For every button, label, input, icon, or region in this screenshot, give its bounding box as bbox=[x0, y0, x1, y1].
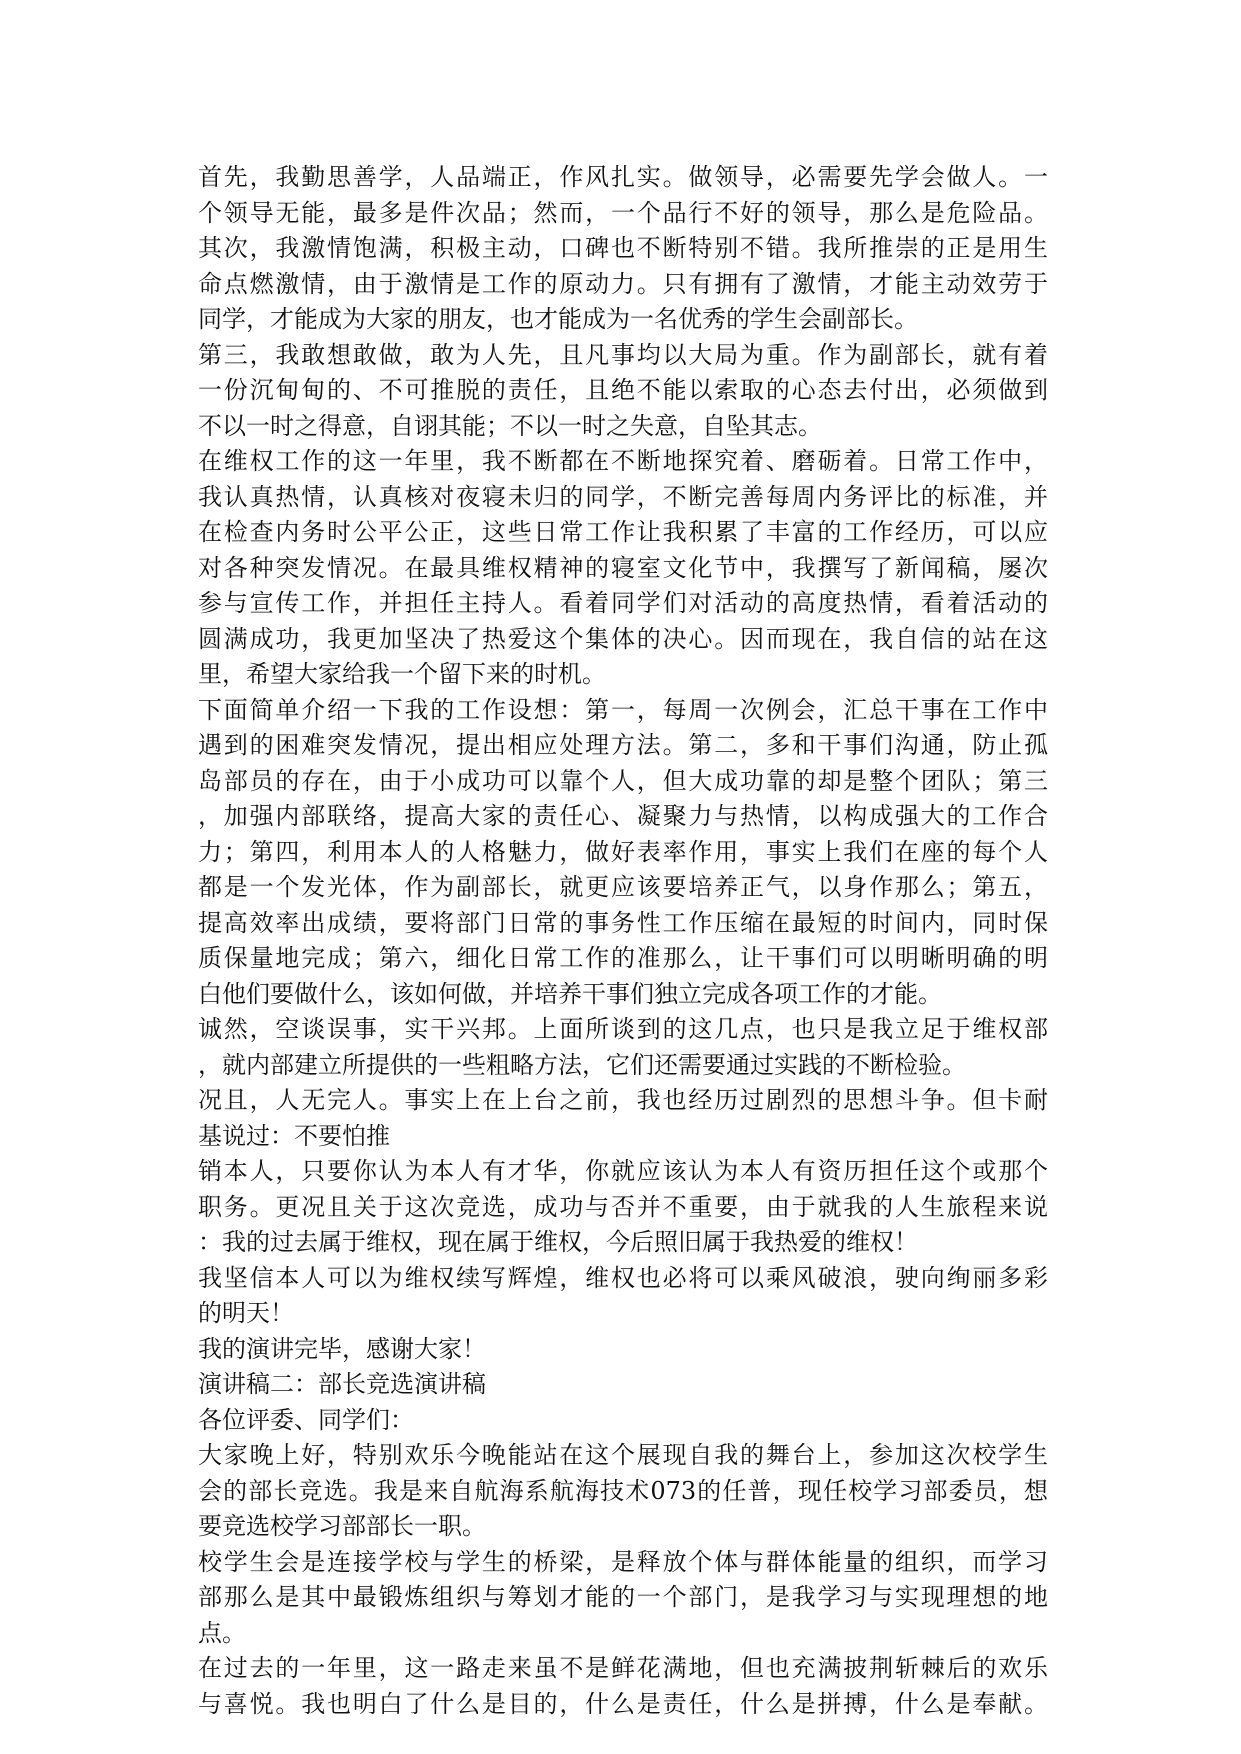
text-line: 校学生会是连接学校与学生的桥梁，是释放个体与群体能量的组织，而学习 bbox=[198, 1547, 1048, 1576]
text-line: 白他们要做什么，该如何做，并培养干事们独立完成各项工作的才能。 bbox=[198, 979, 942, 1008]
text-line: 首先，我勤思善学，人品端正，作风扎实。做领导，必需要先学会做人。一 bbox=[198, 163, 1048, 191]
text-line: 不以一时之得意，自诩其能；不以一时之失意，自坠其志。 bbox=[198, 411, 822, 440]
text-line: 要竞选校学习部部长一职。 bbox=[198, 1512, 486, 1540]
text-line: ，就内部建立所提供的一些粗略方法，它们还需要通过实践的不断检验。 bbox=[198, 1050, 966, 1079]
text-line: 里，希望大家给我一个留下来的时机。 bbox=[198, 660, 606, 688]
text-line: ，加强内部联络，提高大家的责任心、凝聚力与热情，以构成强大的工作合 bbox=[198, 802, 1048, 830]
text-line: 一份沉甸甸的、不可推脱的责任，且绝不能以索取的心态去付出，必须做到 bbox=[198, 376, 1048, 404]
text-line: 下面简单介绍一下我的工作设想：第一，每周一次例会，汇总干事在工作中 bbox=[198, 695, 1048, 724]
text-line: ：我的过去属于维权，现在属于维权，今后照旧属于我热爱的维权！ bbox=[198, 1228, 918, 1256]
text-line: 圆满成功，我更加坚决了热爱这个集体的决心。因而现在，我自信的站在这 bbox=[198, 624, 1048, 653]
text-line: 各位评委、同学们： bbox=[198, 1405, 414, 1434]
text-line: 提高效率出成绩，要将部门日常的事务性工作压缩在最短的时间内，同时保 bbox=[198, 908, 1048, 937]
text-line: 点。 bbox=[198, 1618, 246, 1647]
text-line: 在维权工作的这一年里，我不断都在不断地探究着、磨砺着。日常工作中， bbox=[198, 447, 1048, 475]
text-line: 大家晚上好，特别欢乐今晚能站在这个展现自我的舞台上，参加这次校学生 bbox=[198, 1441, 1048, 1469]
text-line: 基说过：不要怕推 bbox=[198, 1121, 390, 1150]
text-line: 质保量地完成；第六，细化日常工作的准那么，让干事们可以明晰明确的明 bbox=[198, 944, 1048, 972]
text-line: 的明天！ bbox=[198, 1299, 294, 1327]
text-line: 我坚信本人可以为维权续写辉煌，维权也必将可以乘风破浪，驶向绚丽多彩 bbox=[198, 1263, 1048, 1292]
text-line: 第三，我敢想敢做，敢为人先，且凡事均以大局为重。作为副部长，就有着 bbox=[198, 340, 1048, 369]
text-line: 演讲稿二：部长竞选演讲稿 bbox=[198, 1370, 486, 1398]
text-line: 销本人，只要你认为本人有才华，你就应该认为本人有资历担任这个或那个 bbox=[198, 1157, 1048, 1185]
text-line: 遇到的困难突发情况，提出相应处理方法。第二，多和干事们沟通，防止孤 bbox=[198, 731, 1048, 759]
text-line: 其次，我激情饱满，积极主动，口碑也不断特别不错。我所推崇的正是用生 bbox=[198, 234, 1048, 262]
text-line: 与喜悦。我也明白了什么是目的，什么是责任，什么是拼搏，什么是奉献。 bbox=[198, 1689, 1048, 1718]
text-line: 对各种突发情况。在最具维权精神的寝室文化节中，我撰写了新闻稿，屡次 bbox=[198, 553, 1048, 582]
text-line: 部那么是其中最锻炼组织与筹划才能的一个部门，是我学习与实现理想的地 bbox=[198, 1583, 1048, 1611]
text-line: 况且，人无完人。事实上在上台之前，我也经历过剧烈的思想斗争。但卡耐 bbox=[198, 1086, 1048, 1114]
text-line: 我的演讲完毕，感谢大家！ bbox=[198, 1334, 486, 1363]
text-line: 都是一个发光体，作为副部长，就更应该要培养正气，以身作那么；第五， bbox=[198, 873, 1048, 901]
text-line: 命点燃激情，由于激情是工作的原动力。只有拥有了激情，才能主动效劳于 bbox=[198, 269, 1048, 298]
text-line: 职务。更况且关于这次竞选，成功与否并不重要，由于就我的人生旅程来说 bbox=[198, 1192, 1048, 1221]
document-body bbox=[198, 160, 1048, 1722]
text-line: 在检查内务时公平公正，这些日常工作让我积累了丰富的工作经历，可以应 bbox=[198, 518, 1048, 546]
text-line: 在过去的一年里，这一路走来虽不是鲜花满地，但也充满披荆斩棘后的欢乐 bbox=[198, 1654, 1048, 1682]
text-line: 岛部员的存在，由于小成功可以靠个人，但大成功靠的却是整个团队；第三 bbox=[198, 766, 1048, 795]
text-line: 个领导无能，最多是件次品；然而，一个品行不好的领导，那么是危险品。 bbox=[198, 198, 1048, 227]
text-line: 诚然，空谈误事，实干兴邦。上面所谈到的这几点，也只是我立足于维权部 bbox=[198, 1015, 1048, 1043]
text-line: 我认真热情，认真核对夜寝未归的同学，不断完善每周内务评比的标准，并 bbox=[198, 482, 1048, 511]
text-line: 同学，才能成为大家的朋友，也才能成为一名优秀的学生会副部长。 bbox=[198, 305, 918, 333]
text-line: 会的部长竞选。我是来自航海系航海技术073的任普，现任校学习部委员，想 bbox=[198, 1476, 1048, 1505]
text-line: 力；第四，利用本人的人格魅力，做好表率作用，事实上我们在座的每个人 bbox=[198, 837, 1048, 866]
text-line: 参与宣传工作，并担任主持人。看着同学们对活动的高度热情，看着活动的 bbox=[198, 589, 1048, 617]
